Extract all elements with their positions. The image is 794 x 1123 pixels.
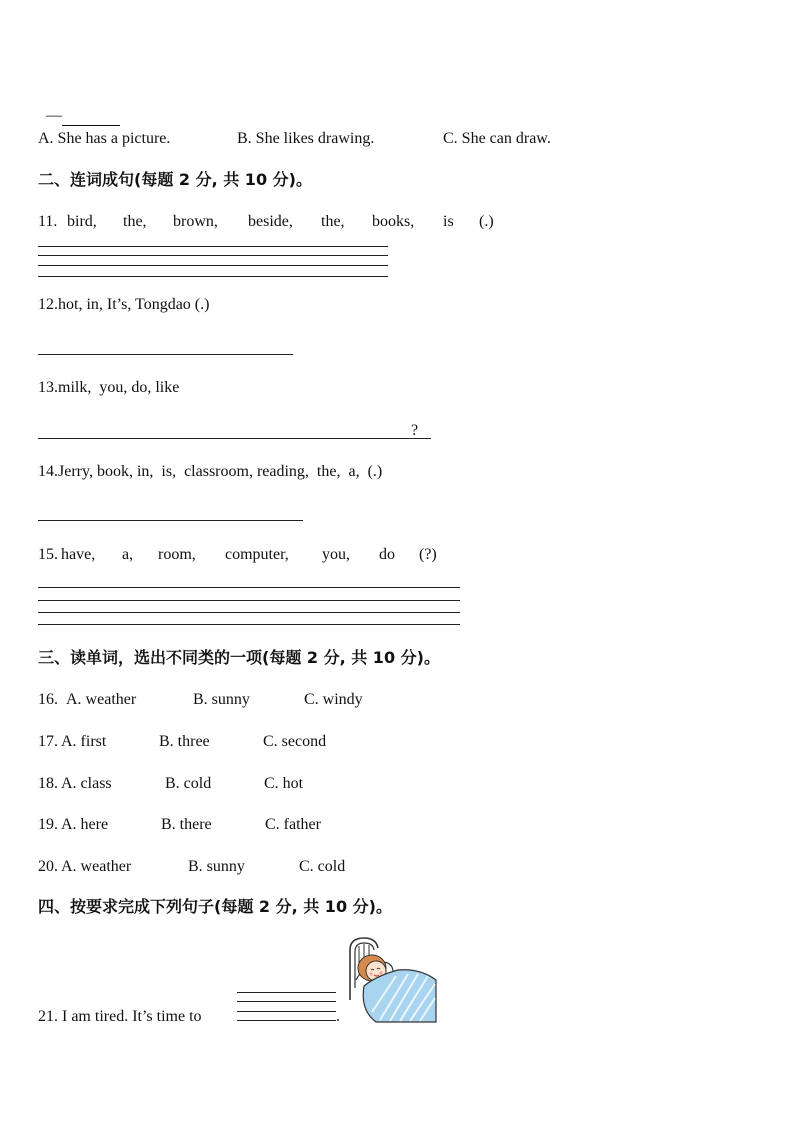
writing-line <box>38 624 460 625</box>
q18-number: 18. <box>38 775 58 792</box>
q15-number: 15. <box>38 546 58 563</box>
q12-prompt: 12.hot, in, It’s, Tongdao (.) <box>38 296 210 313</box>
q17-option-c[interactable]: C. second <box>263 733 327 750</box>
answer-prefix <box>38 86 120 126</box>
girl-sleeping-illustration <box>346 934 438 1024</box>
q18-option-c[interactable]: C. hot <box>264 775 304 792</box>
writing-line <box>38 255 388 256</box>
writing-line <box>237 1011 336 1012</box>
q17-option-a[interactable]: A. first <box>61 733 107 750</box>
bed-icon <box>346 934 438 1024</box>
q15-word: do <box>379 546 395 563</box>
q17-option-b[interactable]: B. three <box>159 733 210 750</box>
section3-heading: 三、读单词，选出不同类的一项(每题 2 分, 共 10 分)。 <box>38 648 440 667</box>
q15-word: have, <box>61 546 96 563</box>
writing-line <box>237 1001 336 1002</box>
q18-option-b[interactable]: B. cold <box>165 775 212 792</box>
q14-answer-line[interactable] <box>38 520 303 521</box>
option-a: A. She has a picture. <box>38 130 171 147</box>
q18-option-a[interactable]: A. class <box>61 775 112 792</box>
writing-line <box>38 587 460 588</box>
writing-line <box>38 612 460 613</box>
q16-option-a[interactable]: A. weather <box>66 691 137 708</box>
q11-word: brown, <box>173 213 218 230</box>
q20-option-b[interactable]: B. sunny <box>188 858 245 875</box>
q16-option-b[interactable]: B. sunny <box>193 691 250 708</box>
option-b: B. She likes drawing. <box>237 130 375 147</box>
writing-line <box>237 1020 336 1021</box>
q15-word: computer, <box>225 546 289 563</box>
q11-word: the, <box>321 213 345 230</box>
section2-heading: 二、连词成句(每题 2 分, 共 10 分)。 <box>38 170 312 189</box>
writing-line <box>38 276 388 277</box>
q19-option-a[interactable]: A. here <box>61 816 109 833</box>
q13-prompt: 13.milk, you, do, like <box>38 379 180 396</box>
option-c: C. She can draw. <box>443 130 551 147</box>
q11-word: bird, <box>67 213 97 230</box>
q19-number: 19. <box>38 816 58 833</box>
q20-option-c[interactable]: C. cold <box>299 858 346 875</box>
writing-line <box>38 265 388 266</box>
q17-number: 17. <box>38 733 58 750</box>
section4-heading: 四、按要求完成下列句子(每题 2 分, 共 10 分)。 <box>38 897 392 916</box>
q15-word: a, <box>122 546 134 563</box>
q16-number: 16. <box>38 691 58 708</box>
q11-word: is <box>443 213 454 230</box>
q14-prompt: 14.Jerry, book, in, is, classroom, reading, the, a, (.) <box>38 463 383 480</box>
q21-prompt: 21. I am tired. It’s time to <box>38 1008 202 1025</box>
q19-option-b[interactable]: B. there <box>161 816 212 833</box>
dash-mark: — <box>46 107 62 124</box>
q15-word: room, <box>158 546 196 563</box>
writing-line <box>237 992 336 993</box>
q13-question-mark: ? <box>411 422 419 439</box>
writing-line <box>38 246 388 247</box>
answer-blank[interactable] <box>62 111 120 126</box>
q12-answer-line[interactable] <box>38 354 293 355</box>
q15-punctuation: (?) <box>419 546 437 563</box>
q19-option-c[interactable]: C. father <box>265 816 321 833</box>
q20-option-a[interactable]: A. weather <box>61 858 132 875</box>
q11-word: the, <box>123 213 147 230</box>
q15-word: you, <box>322 546 350 563</box>
q21-period: . <box>336 1008 340 1025</box>
q11-number: 11. <box>38 213 58 230</box>
q11-punctuation: (.) <box>479 213 494 230</box>
q13-answer-line[interactable] <box>38 438 431 439</box>
q20-number: 20. <box>38 858 58 875</box>
q16-option-c[interactable]: C. windy <box>304 691 363 708</box>
q11-word: beside, <box>248 213 293 230</box>
q11-word: books, <box>372 213 415 230</box>
writing-line <box>38 600 460 601</box>
